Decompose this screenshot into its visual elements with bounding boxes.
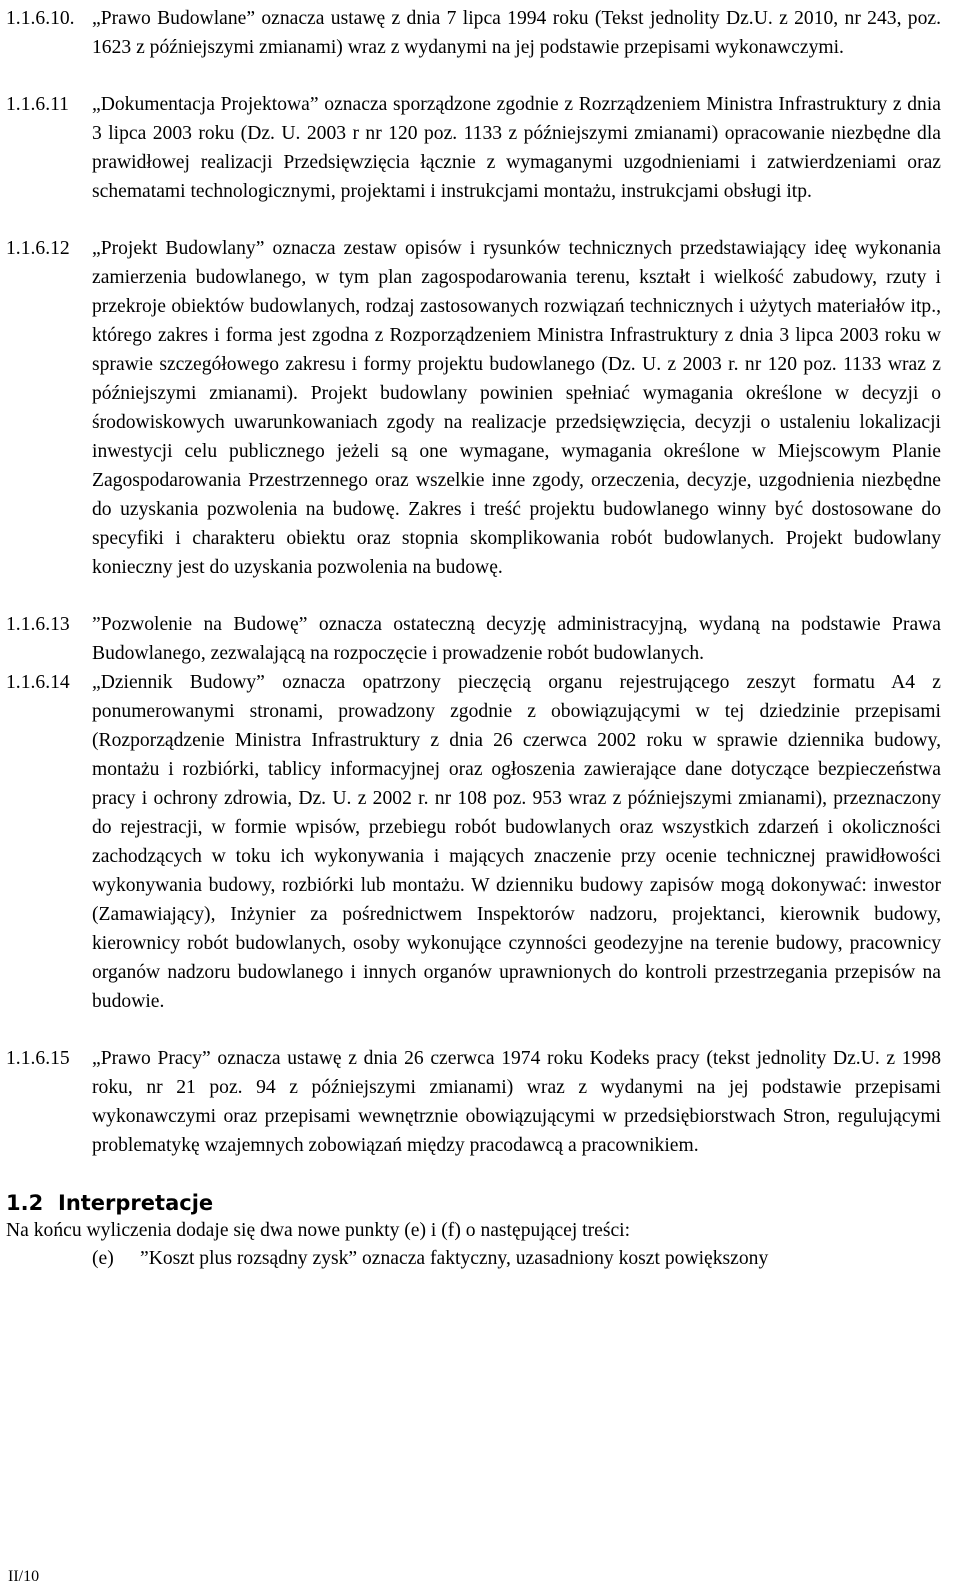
section-title: Interpretacje (58, 1191, 214, 1215)
definition-text: „Prawo Budowlane” oznacza ustawę z dnia 7 lipca 1994 roku (Tekst jednolity Dz.U. z 2010, nr 243, poz. 1623 z późniejszymi zmianami) wraz z wydanymi na jej podstawie przepisami wykonawczymi. (92, 8, 941, 58)
definition-1-1-6-14 (6, 668, 941, 1016)
item-text: ”Koszt plus rozsądny zysk” oznacza faktyczny, uzasadniony koszt powiększony (140, 1248, 769, 1269)
list-item-e (6, 1245, 941, 1273)
intro-paragraph: Na końcu wyliczenia dodaje się dwa nowe punkty (e) i (f) o następującej treści: (6, 1220, 631, 1241)
definition-text: ”Pozwolenie na Budowę” oznacza ostateczną decyzję administracyjną, wydaną na podstawie Prawa Budowlanego, zezwalającą na rozpoczęcie i prowadzenie robót budowlanych. (92, 614, 941, 664)
definition-number: 1.1.6.13 (6, 614, 70, 635)
definition-text: „Prawo Pracy” oznacza ustawę z dnia 26 czerwca 1974 roku Kodeks pracy (tekst jednolity Dz.U. z 1998 roku, nr 21 poz. 94 z późniejszymi zmianami) wraz z wydanymi na jej podstawie przepisami wykonawczymi oraz przepisami wewnętrznie obowiązującymi w przedsiębiorstwach Stron, regulującymi problematykę wzajemnych zobowiązań między pracodawcą a pracownikiem. (92, 1048, 941, 1156)
definition-text: „Dokumentacja Projektowa” oznacza sporządzone zgodnie z Rozrządzeniem Ministra Infrastruktury z dnia 3 lipca 2003 roku (Dz. U. 2003 r nr 120 poz. 1133 z późniejszymi zmianami) opracowanie niezbędne dla prawidłowej realizacji Przedsięwzięcia łącznie z wymaganymi uzgodnieniami i zatwierdzeniami oraz schematami technologicznymi, projektami i instrukcjami montażu, instrukcjami obsługi itp. (92, 94, 941, 202)
definition-1-1-6-13 (6, 610, 941, 668)
section-number: 1.2 (6, 1191, 44, 1215)
item-label: (e) (92, 1248, 114, 1269)
definition-1-1-6-11 (6, 90, 941, 206)
definition-text: „Dziennik Budowy” oznacza opatrzony pieczęcią organu rejestrującego zeszyt formatu A4 z ponumerowanymi stronami, prowadzony zgodnie z obowiązującymi w tej dziedzinie przepisami (Rozporządzenie Ministra Infrastruktury z dnia 26 czerwca 2002 roku w sprawie dziennika budowy, montażu i rozbiórki, tablicy informacyjnej oraz ogłoszenia zawierające dane dotyczące bezpieczeństwa pracy i ochrony zdrowia, Dz. U. z 2002 r. nr 108 poz. 953 wraz z późniejszymi zmianami), przeznaczony do rejestracji, w formie wpisów, przebiegu robót budowlanych oraz wszystkich zdarzeń i okoliczności zachodzących w toku ich wykonywania i mających znaczenie przy ocenie technicznej prawidłowości wykonywania budowy, rozbiórki lub montażu. W dzienniku budowy zapisów mogą dokonywać: inwestor (Zamawiający), Inżynier za pośrednictwem Inspektorów nadzoru, projektanci, kierownik budowy, kierownicy robót budowlanych, osoby wykonujące czynności geodezyjne na terenie budowy, pracownicy organów nadzoru budowlanego i innych organów uprawnionych do kontroli przestrzegania przepisów na budowie. (92, 672, 941, 1012)
definition-text: „Projekt Budowlany” oznacza zestaw opisów i rysunków technicznych przedstawiający ideę wykonania zamierzenia budowlanego, w tym plan zagospodarowania terenu, kształt i wielkość zabudowy, rzuty i przekroje obiektów budowlanych, rodzaj zastosowanych rozwiązań technicznych i użytych materiałów itp., którego zakres i forma jest zgodna z Rozporządzeniem Ministra Infrastruktury z dnia 3 lipca 2003 roku w sprawie szczegółowego zakresu i formy projektu budowlanego (Dz. U. z 2003 r. nr 120 poz. 1133 wraz z późniejszymi zmianami). Projekt budowlany powinien spełniać wymagania określone w decyzji o środowiskowych uwarunkowaniach zgody na realizacje przedsięwzięcia, decyzji o ustaleniu lokalizacji inwestycji celu publicznego jeżeli są one wymagane, wymagania określone w Miejscowym Planie Zagospodarowania Przestrzennego oraz wszelkie inne zgody, orzeczenia, decyzje, uzgodnienia niezbędne do uzyskania pozwolenia na budowę. Zakres i treść projektu budowlanego winny być dostosowane do specyfiki i charakteru obiektu oraz stopnia skomplikowania robót budowlanych. Projekt budowlany konieczny jest do uzyskania pozwolenia na budowę. (92, 238, 941, 578)
definition-number: 1.1.6.14 (6, 672, 70, 693)
page-footer-number: II/10 (8, 1568, 40, 1585)
definition-1-1-6-15 (6, 1044, 941, 1160)
definition-number: 1.1.6.10. (6, 8, 75, 29)
definition-number: 1.1.6.15 (6, 1048, 70, 1069)
definition-1-1-6-12 (6, 234, 941, 582)
definition-1-1-6-10 (6, 4, 941, 62)
document-page (6, 4, 941, 1273)
definition-number: 1.1.6.12 (6, 238, 70, 259)
section-heading (6, 1189, 941, 1217)
definition-number: 1.1.6.11 (6, 94, 69, 115)
